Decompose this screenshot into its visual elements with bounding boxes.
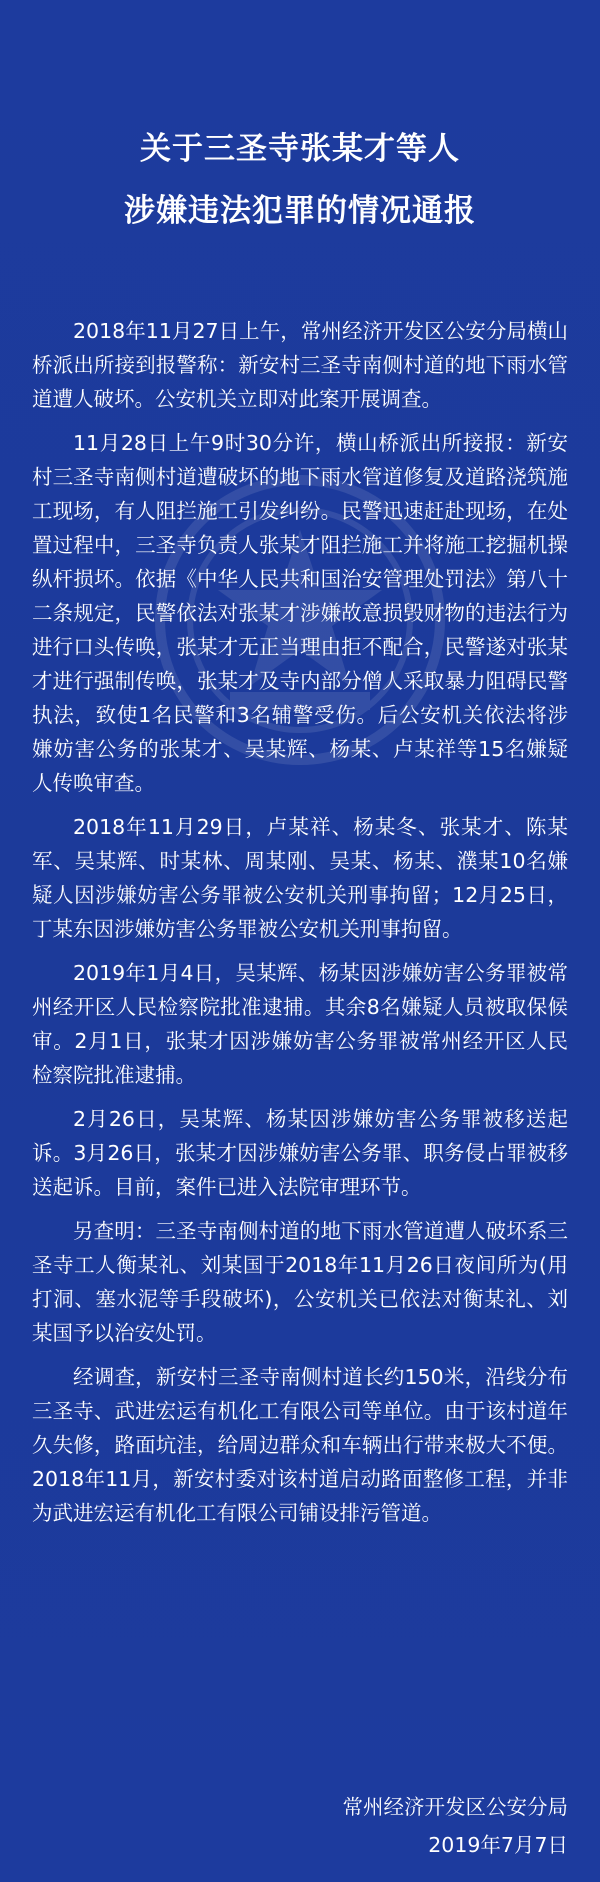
title-line-1: 关于三圣寺张某才等人 bbox=[140, 131, 460, 167]
paragraph-detention: 2018年11月29日，卢某祥、杨某冬、张某才、陈某军、吴某辉、时某林、周某刚、吴某、杨某、濮某10名嫌疑人因涉嫌妨害公务罪被公安机关刑事拘留；12月25日，丁某东因涉嫌妨害公务罪被公安机关刑事拘留。 bbox=[32, 815, 568, 941]
paragraph-report: 2018年11月27日上午，常州经济开发区公安分局横山桥派出所接到报警称：新安村三圣寺南侧村道的地下雨水管道遭人破坏。公安机关立即对此案开展调查。 bbox=[32, 319, 568, 411]
paragraph-incident: 11月28日上午9时30分许，横山桥派出所接报：新安村三圣寺南侧村道遭破坏的地下雨水管道修复及道路浇筑施工现场，有人阻拦施工引发纠纷。民警迅速赶赴现场，在处置过程中，三圣寺负责人张某才阻拦施工并将施工挖掘机操纵杆损坏。依据《中华人民共和国治安管理处罚法》第八十二条规定，民警依法对张某才涉嫌故意损毁财物的违法行为进行口头传唤，张某才无正当理由拒不配合，民警遂对张某才进行强制传唤，张某才及寺内部分僧人采取暴力阻碍民警执法，致使1名民警和3名辅警受伤。后公安机关依法将涉嫌妨害公务的张某才、吴某辉、杨某、卢某祥等15名嫌疑人传唤审查。 bbox=[32, 431, 568, 795]
paragraph-prosecution: 2月26日，吴某辉、杨某因涉嫌妨害公务罪被移送起诉。3月26日，张某才因涉嫌妨害公务罪、职务侵占罪被移送起诉。目前，案件已进入法院审理环节。 bbox=[32, 1107, 568, 1199]
signature-block bbox=[343, 1788, 569, 1864]
issuing-organization: 常州经济开发区公安分局 bbox=[342, 1795, 568, 1819]
issue-date: 2019年7月7日 bbox=[428, 1833, 568, 1857]
notice-body bbox=[32, 314, 568, 1540]
paragraph-investigation: 经调查，新安村三圣寺南侧村道长约150米，沿线分布三圣寺、武进宏运有机化工有限公司等单位。由于该村道年久失修，路面坑洼，给周边群众和车辆出行带来极大不便。2018年11月，新安村委对该村道启动路面整修工程，并非为武进宏运有机化工有限公司铺设排污管道。 bbox=[32, 1365, 568, 1525]
notice-title bbox=[0, 118, 600, 242]
paragraph-further-findings: 另查明：三圣寺南侧村道的地下雨水管道遭人破坏系三圣寺工人衡某礼、刘某国于2018年11月26日夜间所为(用打洞、塞水泥等手段破坏)，公安机关已依法对衡某礼、刘某国予以治安处罚。 bbox=[32, 1219, 568, 1345]
title-line-2: 涉嫌违法犯罪的情况通报 bbox=[124, 193, 476, 229]
paragraph-arrest: 2019年1月4日，吴某辉、杨某因涉嫌妨害公务罪被常州经开区人民检察院批准逮捕。其余8名嫌疑人员被取保候审。2月1日，张某才因涉嫌妨害公务罪被常州经开区人民检察院批准逮捕。 bbox=[32, 961, 568, 1087]
